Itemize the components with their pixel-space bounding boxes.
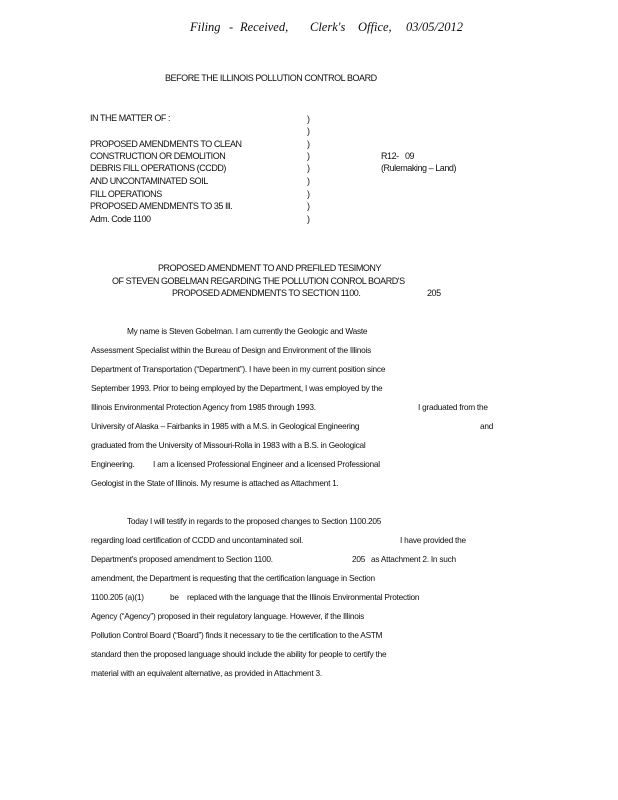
- title-line-1: PROPOSED AMENDMENT TO AND PREFILED TESIMONY: [158, 263, 382, 273]
- docket-number: 09: [405, 151, 415, 161]
- caption-line: FILL OPERATIONS: [90, 189, 162, 199]
- header-clerks: Clerk's: [310, 20, 346, 34]
- docket-number-prefix: R12-: [381, 151, 399, 161]
- body-line: Pollution Control Board (“Board”) finds it necessary to tie the certification to the ASTM: [91, 630, 383, 640]
- caption-line: PROPOSED AMENDMENTS TO 35 Ill.: [90, 201, 233, 211]
- caption-paren: ): [307, 176, 310, 186]
- body-line: replaced with the language that the Illinois Environmental Protection: [187, 592, 420, 602]
- caption-line: IN THE MATTER OF :: [90, 113, 171, 123]
- body-line: amendment, the Department is requesting that the certification language in Section: [91, 573, 375, 583]
- body-line: Geologist in the State of Illinois. My resume is attached as Attachment 1.: [91, 478, 339, 488]
- body-line: as Attachment 2. In such: [371, 554, 456, 564]
- caption-line: PROPOSED AMENDMENTS TO CLEAN: [90, 139, 242, 149]
- body-line: Agency (“Agency”) proposed in their regulatory language. However, if the Illinois: [91, 611, 365, 621]
- caption-line: CONSTRUCTION OR DEMOLITION: [90, 151, 226, 161]
- caption-paren: ): [307, 151, 310, 161]
- board-title: BEFORE THE ILLINOIS POLLUTION CONTROL BOARD: [165, 73, 377, 83]
- header-office: Office,: [358, 20, 392, 34]
- body-line: Department's proposed amendment to Section 1100.: [91, 554, 273, 564]
- header-filing: Filing: [190, 20, 221, 34]
- caption-paren: ): [307, 139, 310, 149]
- body-line: standard then the proposed language should include the ability for people to certify the: [91, 649, 387, 659]
- body-line: graduated from the University of Missouri-Rolla in 1983 with a B.S. in Geological: [91, 440, 366, 450]
- caption-paren: ): [307, 201, 310, 211]
- body-line: material with an equivalent alternative, as provided in Attachment 3.: [91, 668, 322, 678]
- caption-paren: ): [307, 163, 310, 173]
- caption-line: Adm. Code 1100: [90, 214, 151, 224]
- body-line: September 1993. Prior to being employed by the Department, I was employed by the: [91, 383, 383, 393]
- body-line: I am a licensed Professional Engineer and a licensed Professional: [153, 459, 380, 469]
- header-received: Received,: [240, 20, 289, 34]
- body-line: regarding load certification of CCDD and uncontaminated soil.: [91, 535, 304, 545]
- body-line: 205: [352, 554, 366, 564]
- caption-line: DEBRIS FILL OPERATIONS (CCDD): [90, 163, 226, 173]
- body-line: Engineering.: [91, 459, 135, 469]
- caption-paren: ): [307, 189, 310, 199]
- caption-paren: ): [307, 126, 310, 136]
- header-date: 03/05/2012: [406, 20, 463, 34]
- body-line: Assessment Specialist within the Bureau of Design and Environment of the Illinois: [91, 345, 371, 355]
- body-line: 1100.205 (a)(1): [91, 592, 144, 602]
- body-line: I graduated from the: [418, 402, 488, 412]
- docket-type: (Rulemaking – Land): [381, 163, 456, 173]
- caption-paren: ): [307, 214, 310, 224]
- title-line-3: PROPOSED ADMENDMENTS TO SECTION 1100.: [172, 288, 361, 298]
- title-line-3-number: 205: [427, 288, 441, 298]
- body-line: and: [480, 421, 494, 431]
- body-line: University of Alaska – Fairbanks in 1985 with a M.S. in Geological Engineering: [91, 421, 360, 431]
- body-line: I have provided the: [400, 535, 466, 545]
- title-line-2: OF STEVEN GOBELMAN REGARDING THE POLLUTION CONROL BOARD'S: [112, 276, 405, 286]
- caption-paren: ): [307, 114, 310, 124]
- caption-line: AND UNCONTAMINATED SOIL: [90, 176, 208, 186]
- body-line: Department of Transportation (“Department”). I have been in my current position since: [91, 364, 386, 374]
- body-line: Today I will testify in regards to the proposed changes to Section 1100.205: [127, 516, 382, 526]
- body-line: be: [170, 592, 179, 602]
- body-line: Illinois Environmental Protection Agency from 1985 through 1993.: [91, 402, 316, 412]
- body-line: My name is Steven Gobelman. I am currently the Geologic and Waste: [127, 326, 368, 336]
- header-dash: -: [229, 20, 234, 34]
